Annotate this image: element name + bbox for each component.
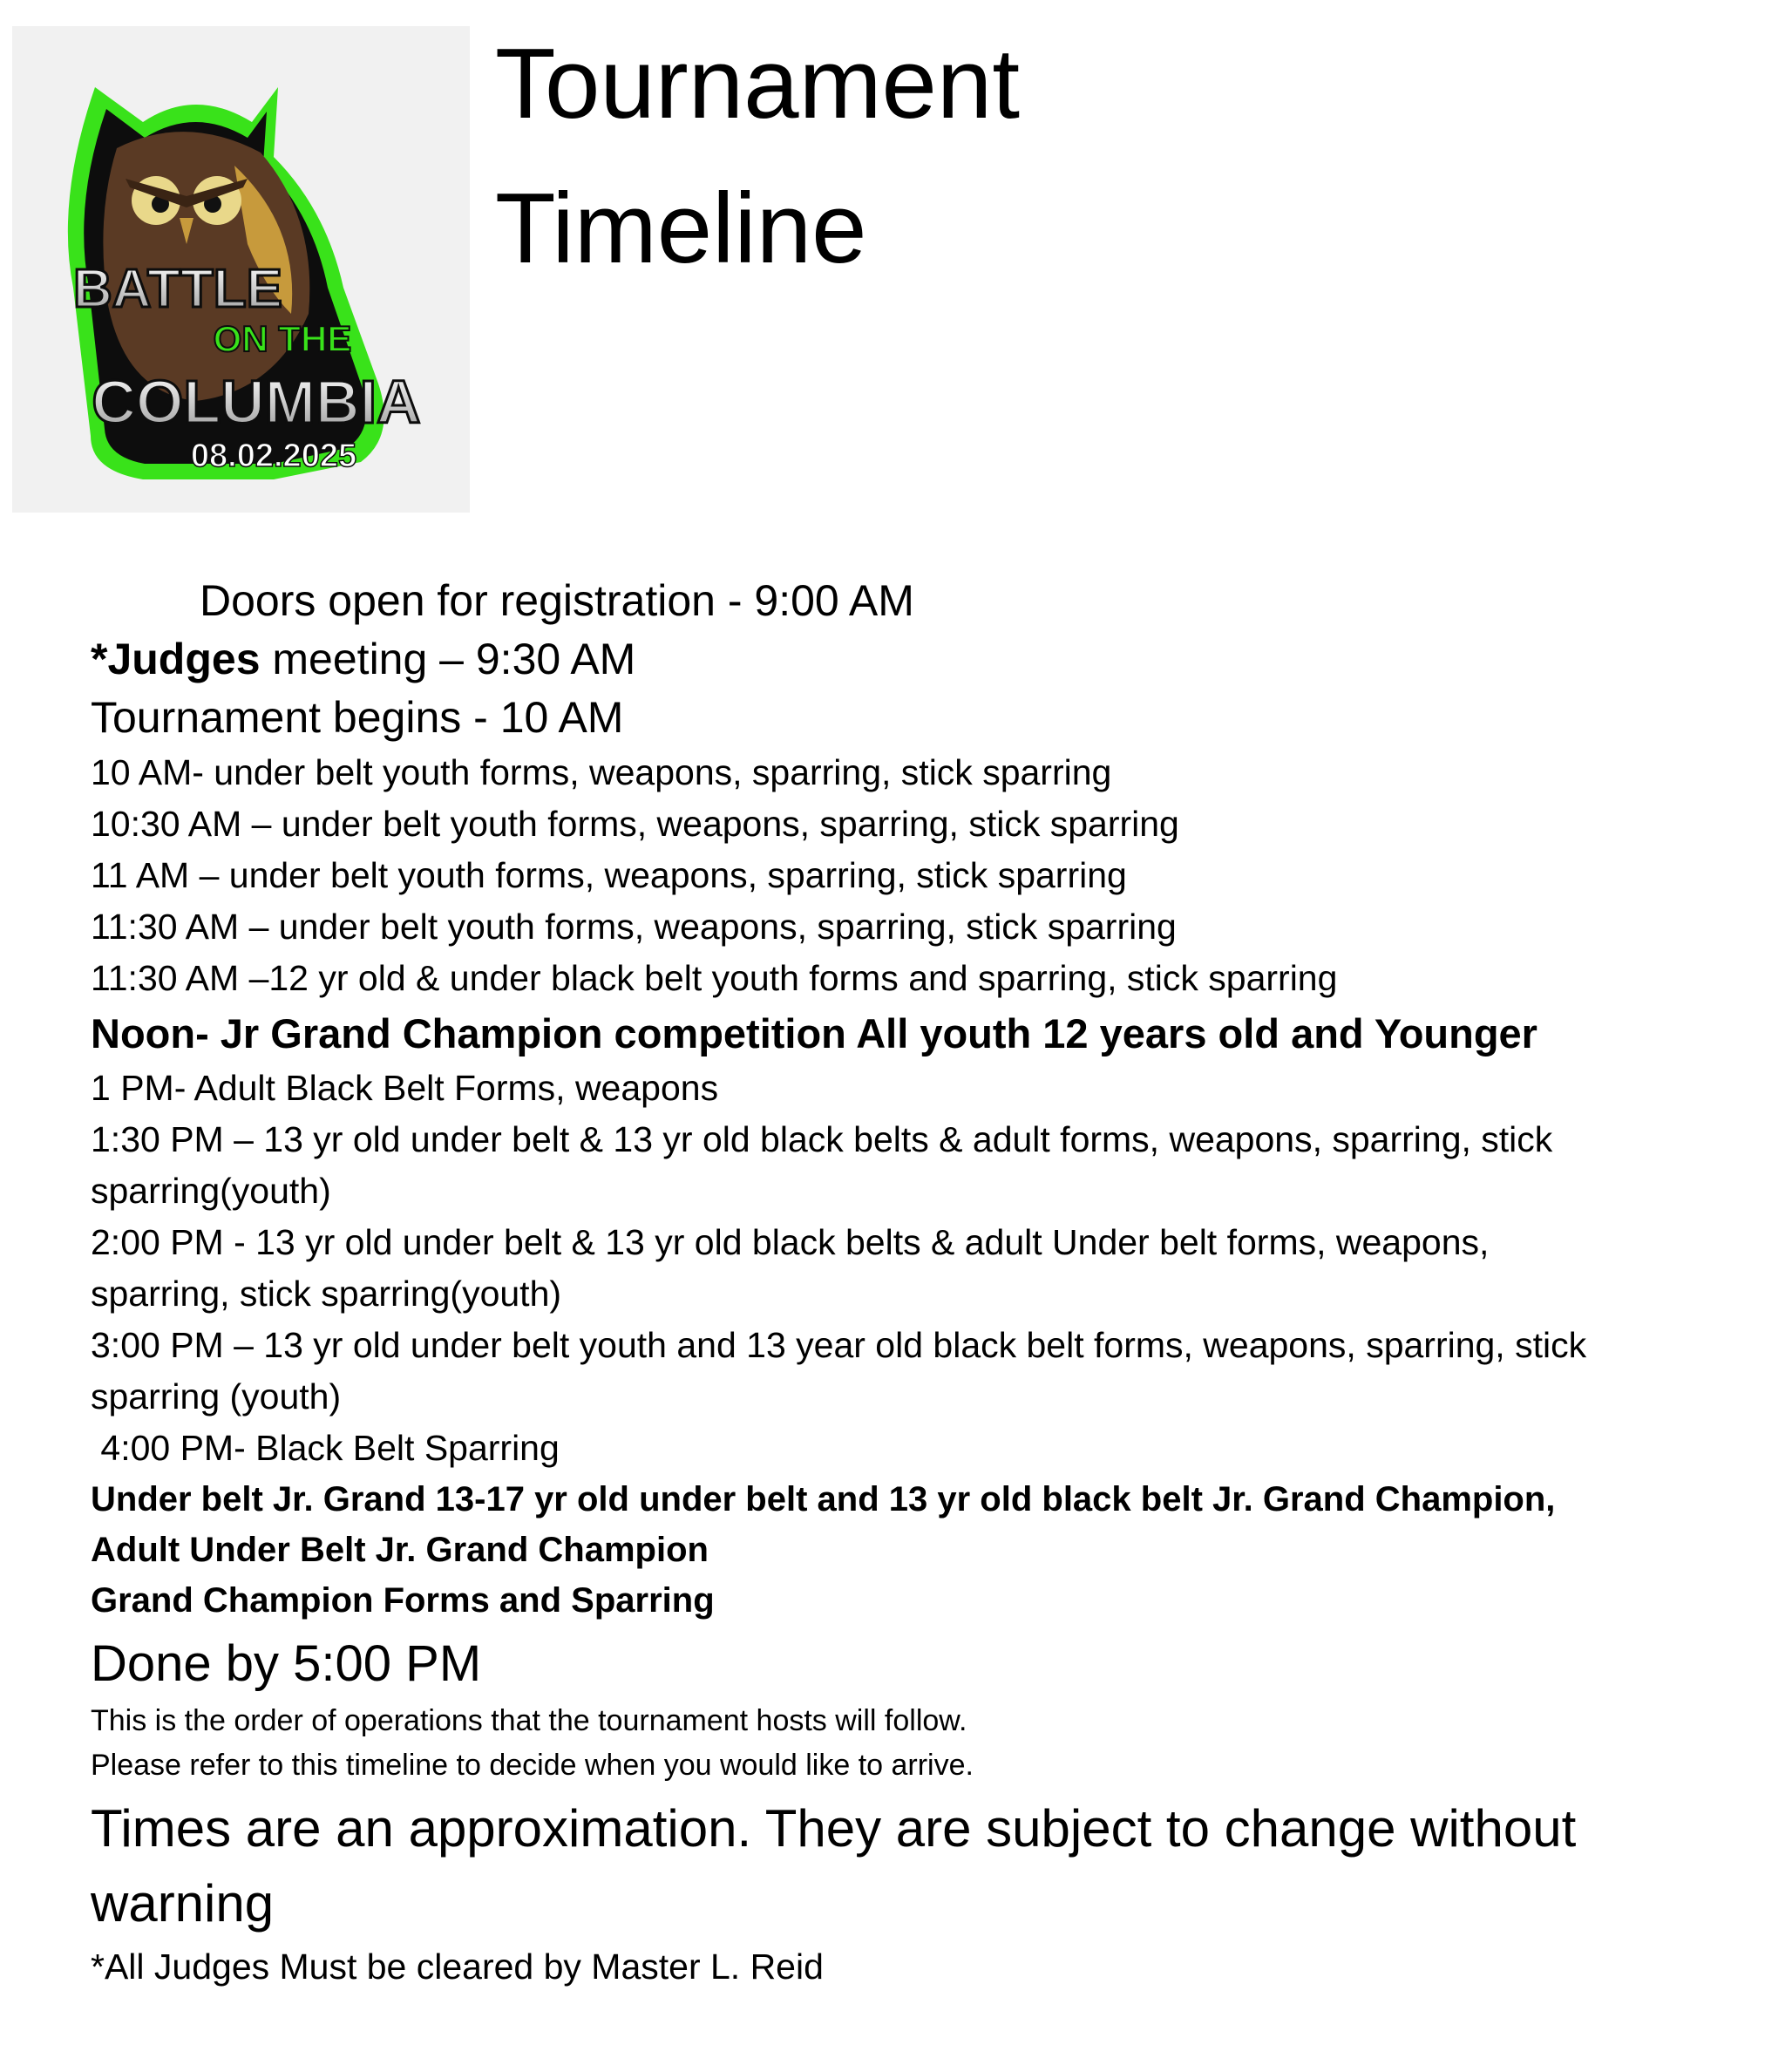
logo-columbia-text: COLUMBIA xyxy=(92,368,421,436)
under-belt-line-1: Under belt Jr. Grand 13-17 yr old under belt and 13 yr old black belt Jr. Grand Champion, xyxy=(91,1480,1556,1518)
timeline-row-1000: 10 AM- under belt youth forms, weapons, sparring, stick sparring xyxy=(91,752,1112,792)
approximation-line-1: Times are an approximation. They are subject to change without xyxy=(91,1799,1577,1858)
page-title xyxy=(495,12,1020,302)
timeline-row-1500-b: sparring (youth) xyxy=(91,1376,342,1417)
logo-on-the-text: ON THE xyxy=(213,318,352,359)
judges-meeting-time: meeting – 9:30 AM xyxy=(260,635,636,683)
title-line-1: Tournament xyxy=(495,29,1021,139)
timeline-row-1130-a: 11:30 AM – under belt youth forms, weapons, sparring, stick sparring xyxy=(91,907,1177,947)
timeline-row-1400-b: sparring, stick sparring(youth) xyxy=(91,1274,562,1314)
logo-date-text: 08.02.2025 xyxy=(190,438,357,474)
timeline-row-1030: 10:30 AM – under belt youth forms, weapons, sparring, stick sparring xyxy=(91,804,1179,844)
judges-label: *Judges xyxy=(91,635,261,683)
title-line-2: Timeline xyxy=(495,173,867,284)
timeline-row-1330-b: sparring(youth) xyxy=(91,1171,331,1211)
logo-battle-text: BATTLE xyxy=(73,259,282,319)
timeline-row-1500-a: 3:00 PM – 13 yr old under belt youth and 13 year old black belt forms, weapons, sparring, stick xyxy=(91,1325,1587,1365)
event-logo xyxy=(12,26,470,513)
grand-champion-line: Grand Champion Forms and Sparring xyxy=(91,1581,715,1620)
timeline-row-1130-b: 11:30 AM –12 yr old & under black belt youth forms and sparring, stick sparring xyxy=(91,958,1338,998)
note-line-1: This is the order of operations that the tournament hosts will follow. xyxy=(91,1704,967,1737)
approximation-line-2: warning xyxy=(91,1874,275,1933)
done-by-line: Done by 5:00 PM xyxy=(91,1635,482,1692)
judges-clearance-note: *All Judges Must be cleared by Master L. Reid xyxy=(91,1946,824,1987)
noon-line: Noon- Jr Grand Champion competition All youth 12 years old and Younger xyxy=(91,1010,1537,1056)
tournament-begins-line: Tournament begins - 10 AM xyxy=(91,693,624,742)
timeline-row-1300: 1 PM- Adult Black Belt Forms, weapons xyxy=(91,1068,719,1108)
timeline-row-1600: 4:00 PM- Black Belt Sparring xyxy=(91,1428,560,1468)
timeline-row-1100: 11 AM – under belt youth forms, weapons, sparring, stick sparring xyxy=(91,855,1127,895)
under-belt-line-2: Adult Under Belt Jr. Grand Champion xyxy=(91,1531,709,1569)
owl-emblem xyxy=(12,26,470,513)
timeline-row-1330-a: 1:30 PM – 13 yr old under belt & 13 yr old black belts & adult forms, weapons, sparring, stick xyxy=(91,1119,1553,1159)
doors-open-line: Doors open for registration - 9:00 AM xyxy=(200,576,914,625)
note-line-2: Please refer to this timeline to decide when you would like to arrive. xyxy=(91,1749,974,1782)
judges-meeting-line xyxy=(91,630,1747,689)
timeline-schedule xyxy=(91,572,1747,1993)
timeline-row-1400-a: 2:00 PM - 13 yr old under belt & 13 yr old black belts & adult Under belt forms, weapons, xyxy=(91,1222,1490,1262)
